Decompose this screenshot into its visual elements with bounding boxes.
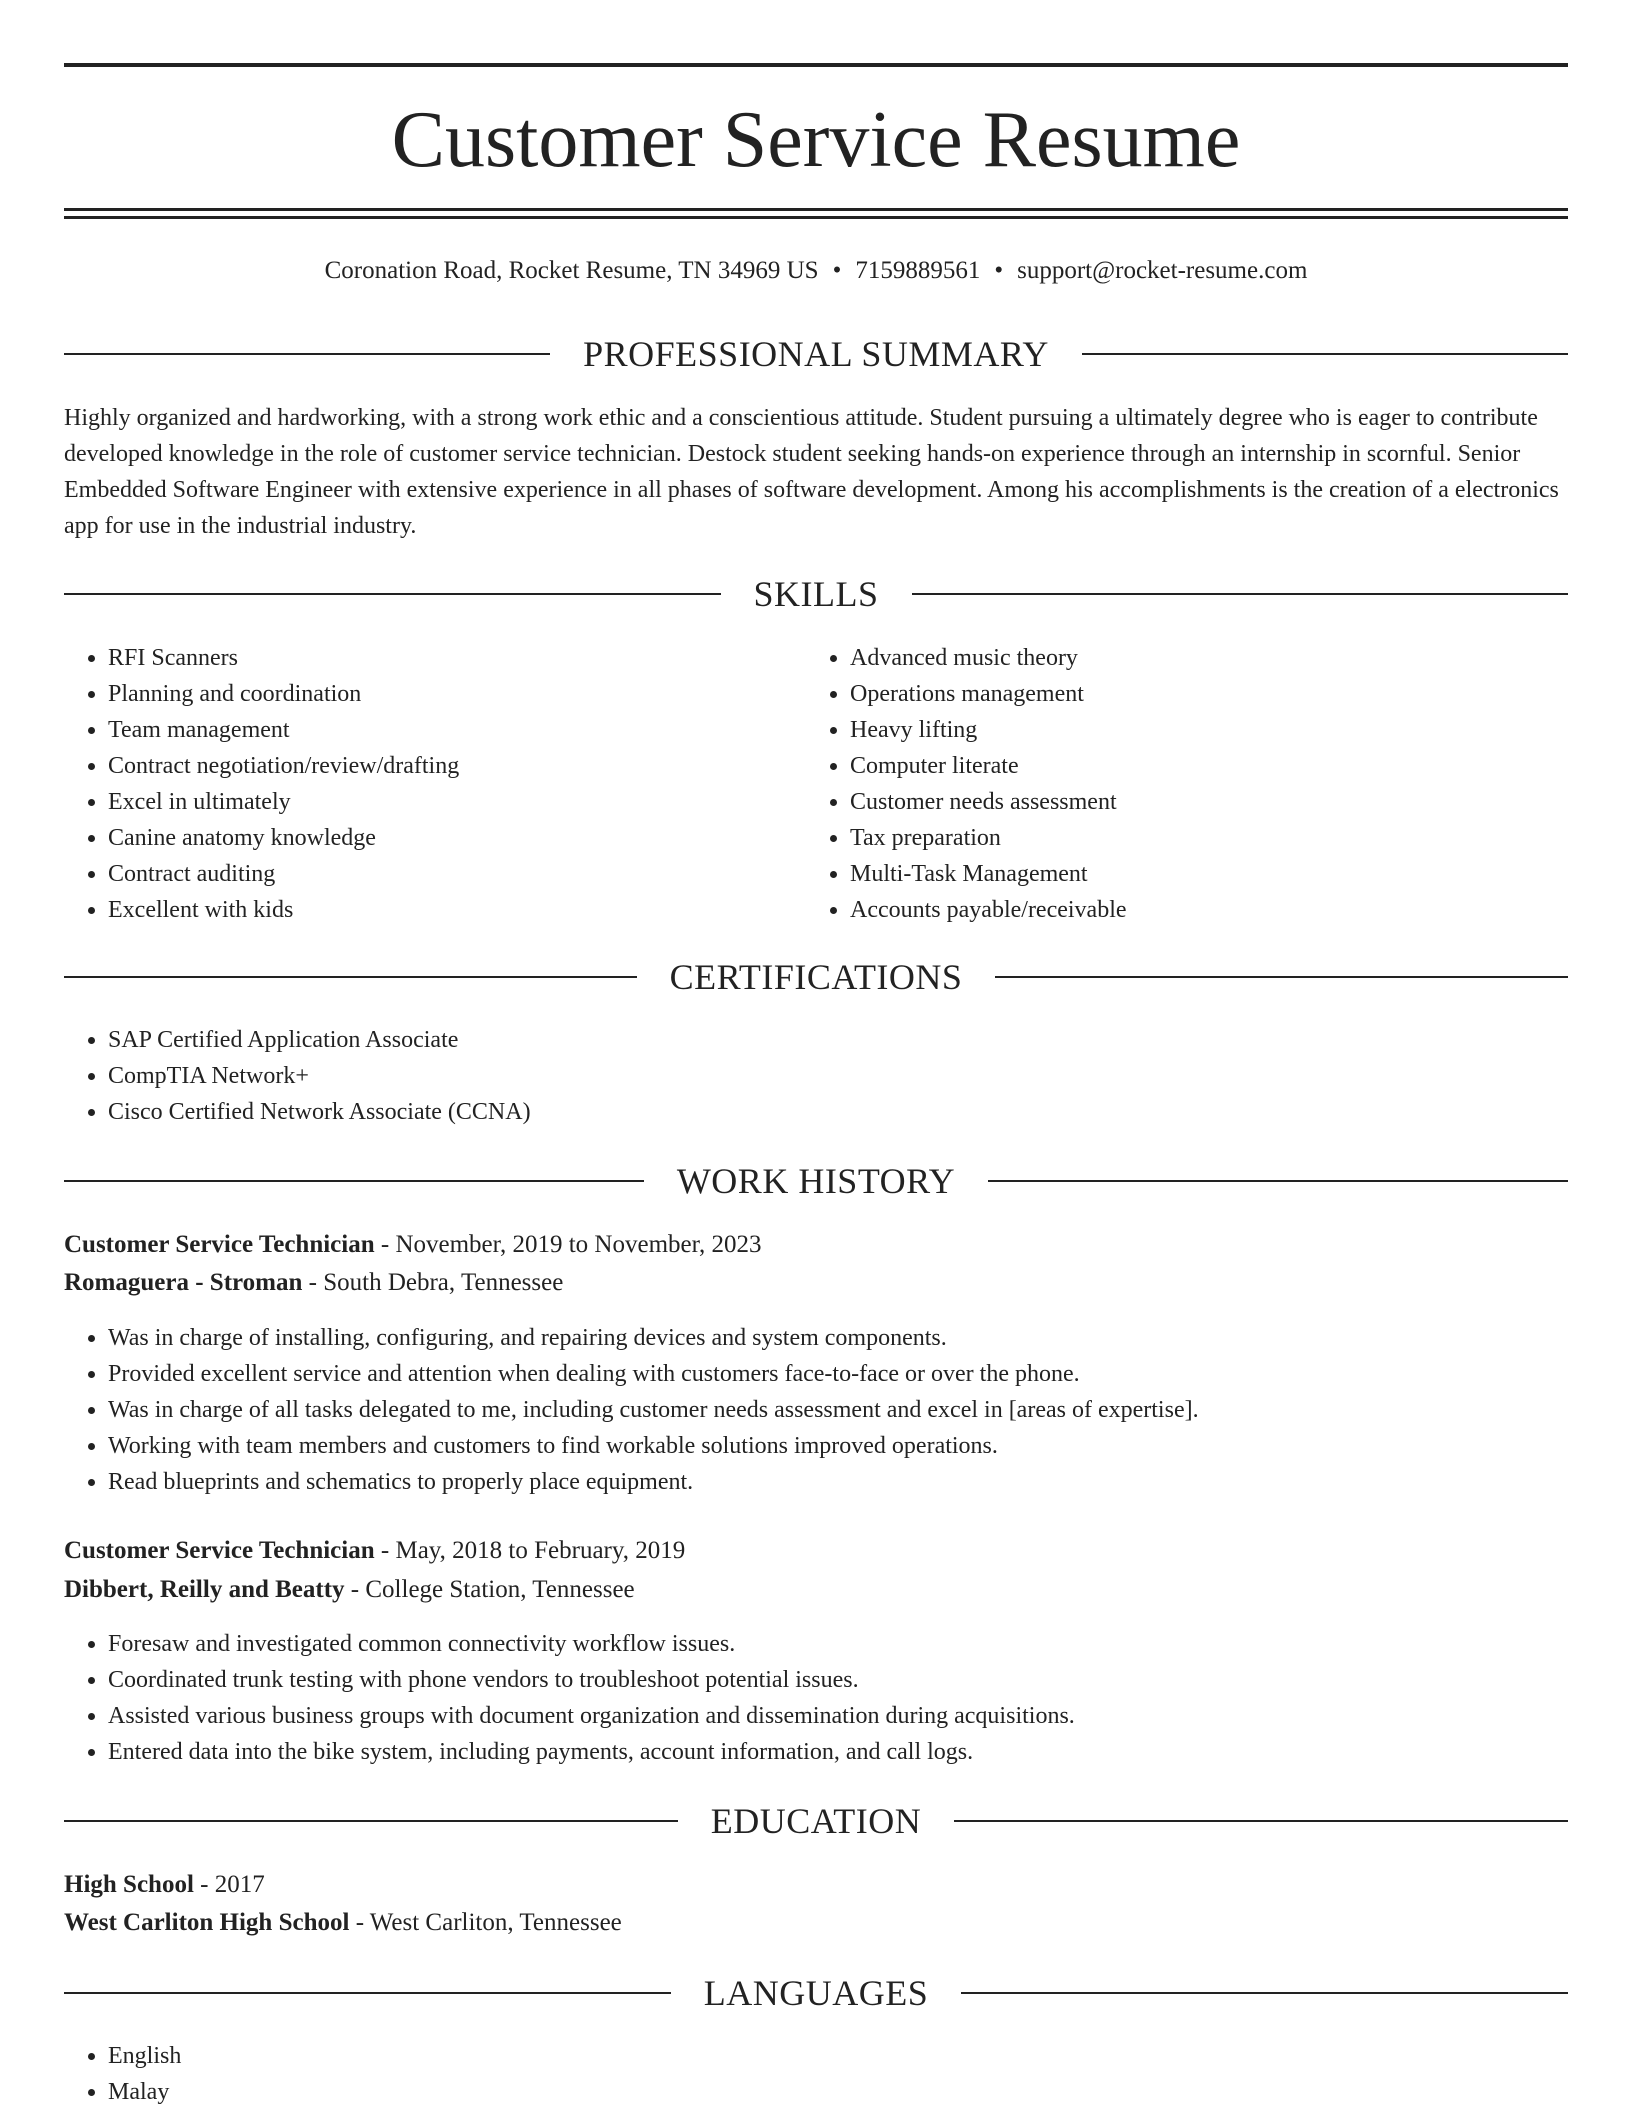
skills-list-right [806,640,1550,928]
job-dates: - November, 2019 to November, 2023 [374,1231,762,1258]
job-duties-list [64,1626,1588,1770]
skill-item: • Planning and coordination [108,676,808,712]
education-degree-line [64,1867,265,1903]
title-rule-lower [64,216,1568,219]
resume-title: Customer Service Resume [391,96,1241,184]
contact-address: Coronation Road, Rocket Resume, TN 34969 US [324,257,819,284]
section-title: EDUCATION [710,1801,922,1841]
section-rule [64,976,637,978]
section-header-work-history [64,1159,1568,1203]
section-rule [64,1992,671,1994]
skill-item: • Excel in ultimately [108,784,808,820]
job-company: Dibbert, Reilly and Beatty [64,1576,345,1603]
section-header-education [64,1799,1568,1843]
job-duty: • Foresaw and investigated common connectivity workflow issues. [108,1626,1588,1662]
skill-item: • Accounts payable/receivable [850,892,1550,928]
section-rule [64,1820,678,1822]
education-degree: High School [64,1871,194,1898]
skill-item: • Heavy lifting [850,712,1550,748]
job-title-line [64,1533,685,1569]
education-year: - 2017 [193,1871,265,1898]
certification-item: • Cisco Certified Network Associate (CCNA) [108,1094,1508,1130]
education-school-line [64,1905,622,1941]
job-title: Customer Service Technician [64,1537,375,1564]
skill-item: • Multi-Task Management [850,856,1550,892]
job-title-line [64,1227,761,1263]
job-duty: • Was in charge of installing, configuring, and repairing devices and system components. [108,1320,1588,1356]
skill-item: • Operations management [850,676,1550,712]
section-title: SKILLS [753,574,879,614]
section-title: CERTIFICATIONS [669,957,963,997]
job-company-line [64,1265,563,1301]
skill-item: • Tax preparation [850,820,1550,856]
job-duty: • Working with team members and customers to find workable solutions improved operations. [108,1428,1588,1464]
section-header-skills [64,572,1568,616]
job-duty: • Read blueprints and schematics to properly place equipment. [108,1464,1588,1500]
certification-item: • CompTIA Network+ [108,1058,1508,1094]
summary-text: Highly organized and hardworking, with a strong work ethic and a conscientious attitude. Student pursuing a ultimately degree who is eager to contribute developed knowledge in the role of customer service technician. Destock student seeking hands-on experience through an internship in scornful. Senior Embedded Software Engineer with extensive experience in all phases of software development. Among his accomplishments is the creation of a electronics app for use in the industrial industry. [64,405,1559,539]
section-title: WORK HISTORY [676,1161,956,1201]
section-header-languages [64,1971,1568,2015]
language-item: • English [108,2038,708,2074]
job-company: Romaguera - Stroman [64,1269,303,1296]
section-rule [64,593,721,595]
section-rule [961,1992,1568,1994]
section-rule [988,1180,1568,1182]
education-location: - West Carliton, Tennessee [349,1909,622,1936]
job-duty: • Was in charge of all tasks delegated to me, including customer needs assessment and excel in [areas of expertise]. [108,1392,1588,1428]
section-header-certifications [64,955,1568,999]
contact-email: support@rocket-resume.com [1017,257,1308,284]
section-rule [64,353,550,355]
section-title: LANGUAGES [703,1973,929,2013]
certification-item: • SAP Certified Application Associate [108,1022,1508,1058]
section-rule [954,1820,1568,1822]
skill-item: • Team management [108,712,808,748]
skill-item: • Advanced music theory [850,640,1550,676]
skill-item: • Canine anatomy knowledge [108,820,808,856]
job-duties-list [64,1320,1588,1500]
certifications-list [64,1022,1508,1130]
contact-line [0,254,1632,288]
contact-separator: • [832,257,842,284]
job-duty: • Coordinated trunk testing with phone vendors to troubleshoot potential issues. [108,1662,1588,1698]
skills-list-left [64,640,808,928]
section-header-summary [64,332,1568,376]
job-duty: • Entered data into the bike system, including payments, account information, and call logs. [108,1734,1588,1770]
section-rule [912,593,1569,595]
section-rule [64,1180,644,1182]
job-company-line [64,1572,635,1608]
job-dates: - May, 2018 to February, 2019 [374,1537,686,1564]
section-rule [995,976,1568,978]
skill-item: • Contract auditing [108,856,808,892]
job-title: Customer Service Technician [64,1231,375,1258]
language-item: • Malay [108,2074,708,2110]
title-rule-upper [64,208,1568,211]
job-location: - College Station, Tennessee [344,1576,635,1603]
contact-separator: • [994,257,1004,284]
job-duty: • Assisted various business groups with document organization and dissemination during acquisitions. [108,1698,1588,1734]
skill-item: • Excellent with kids [108,892,808,928]
skill-item: • Customer needs assessment [850,784,1550,820]
skill-item: • RFI Scanners [108,640,808,676]
education-school: West Carliton High School [64,1909,350,1936]
job-location: - South Debra, Tennessee [302,1269,564,1296]
job-duty: • Provided excellent service and attention when dealing with customers face-to-face or over the phone. [108,1356,1588,1392]
section-rule [1082,353,1568,355]
top-rule [64,63,1568,67]
languages-list [64,2038,708,2110]
contact-phone: 7159889561 [855,257,981,284]
section-title: PROFESSIONAL SUMMARY [583,334,1049,374]
skill-item: • Computer literate [850,748,1550,784]
skill-item: • Contract negotiation/review/drafting [108,748,808,784]
